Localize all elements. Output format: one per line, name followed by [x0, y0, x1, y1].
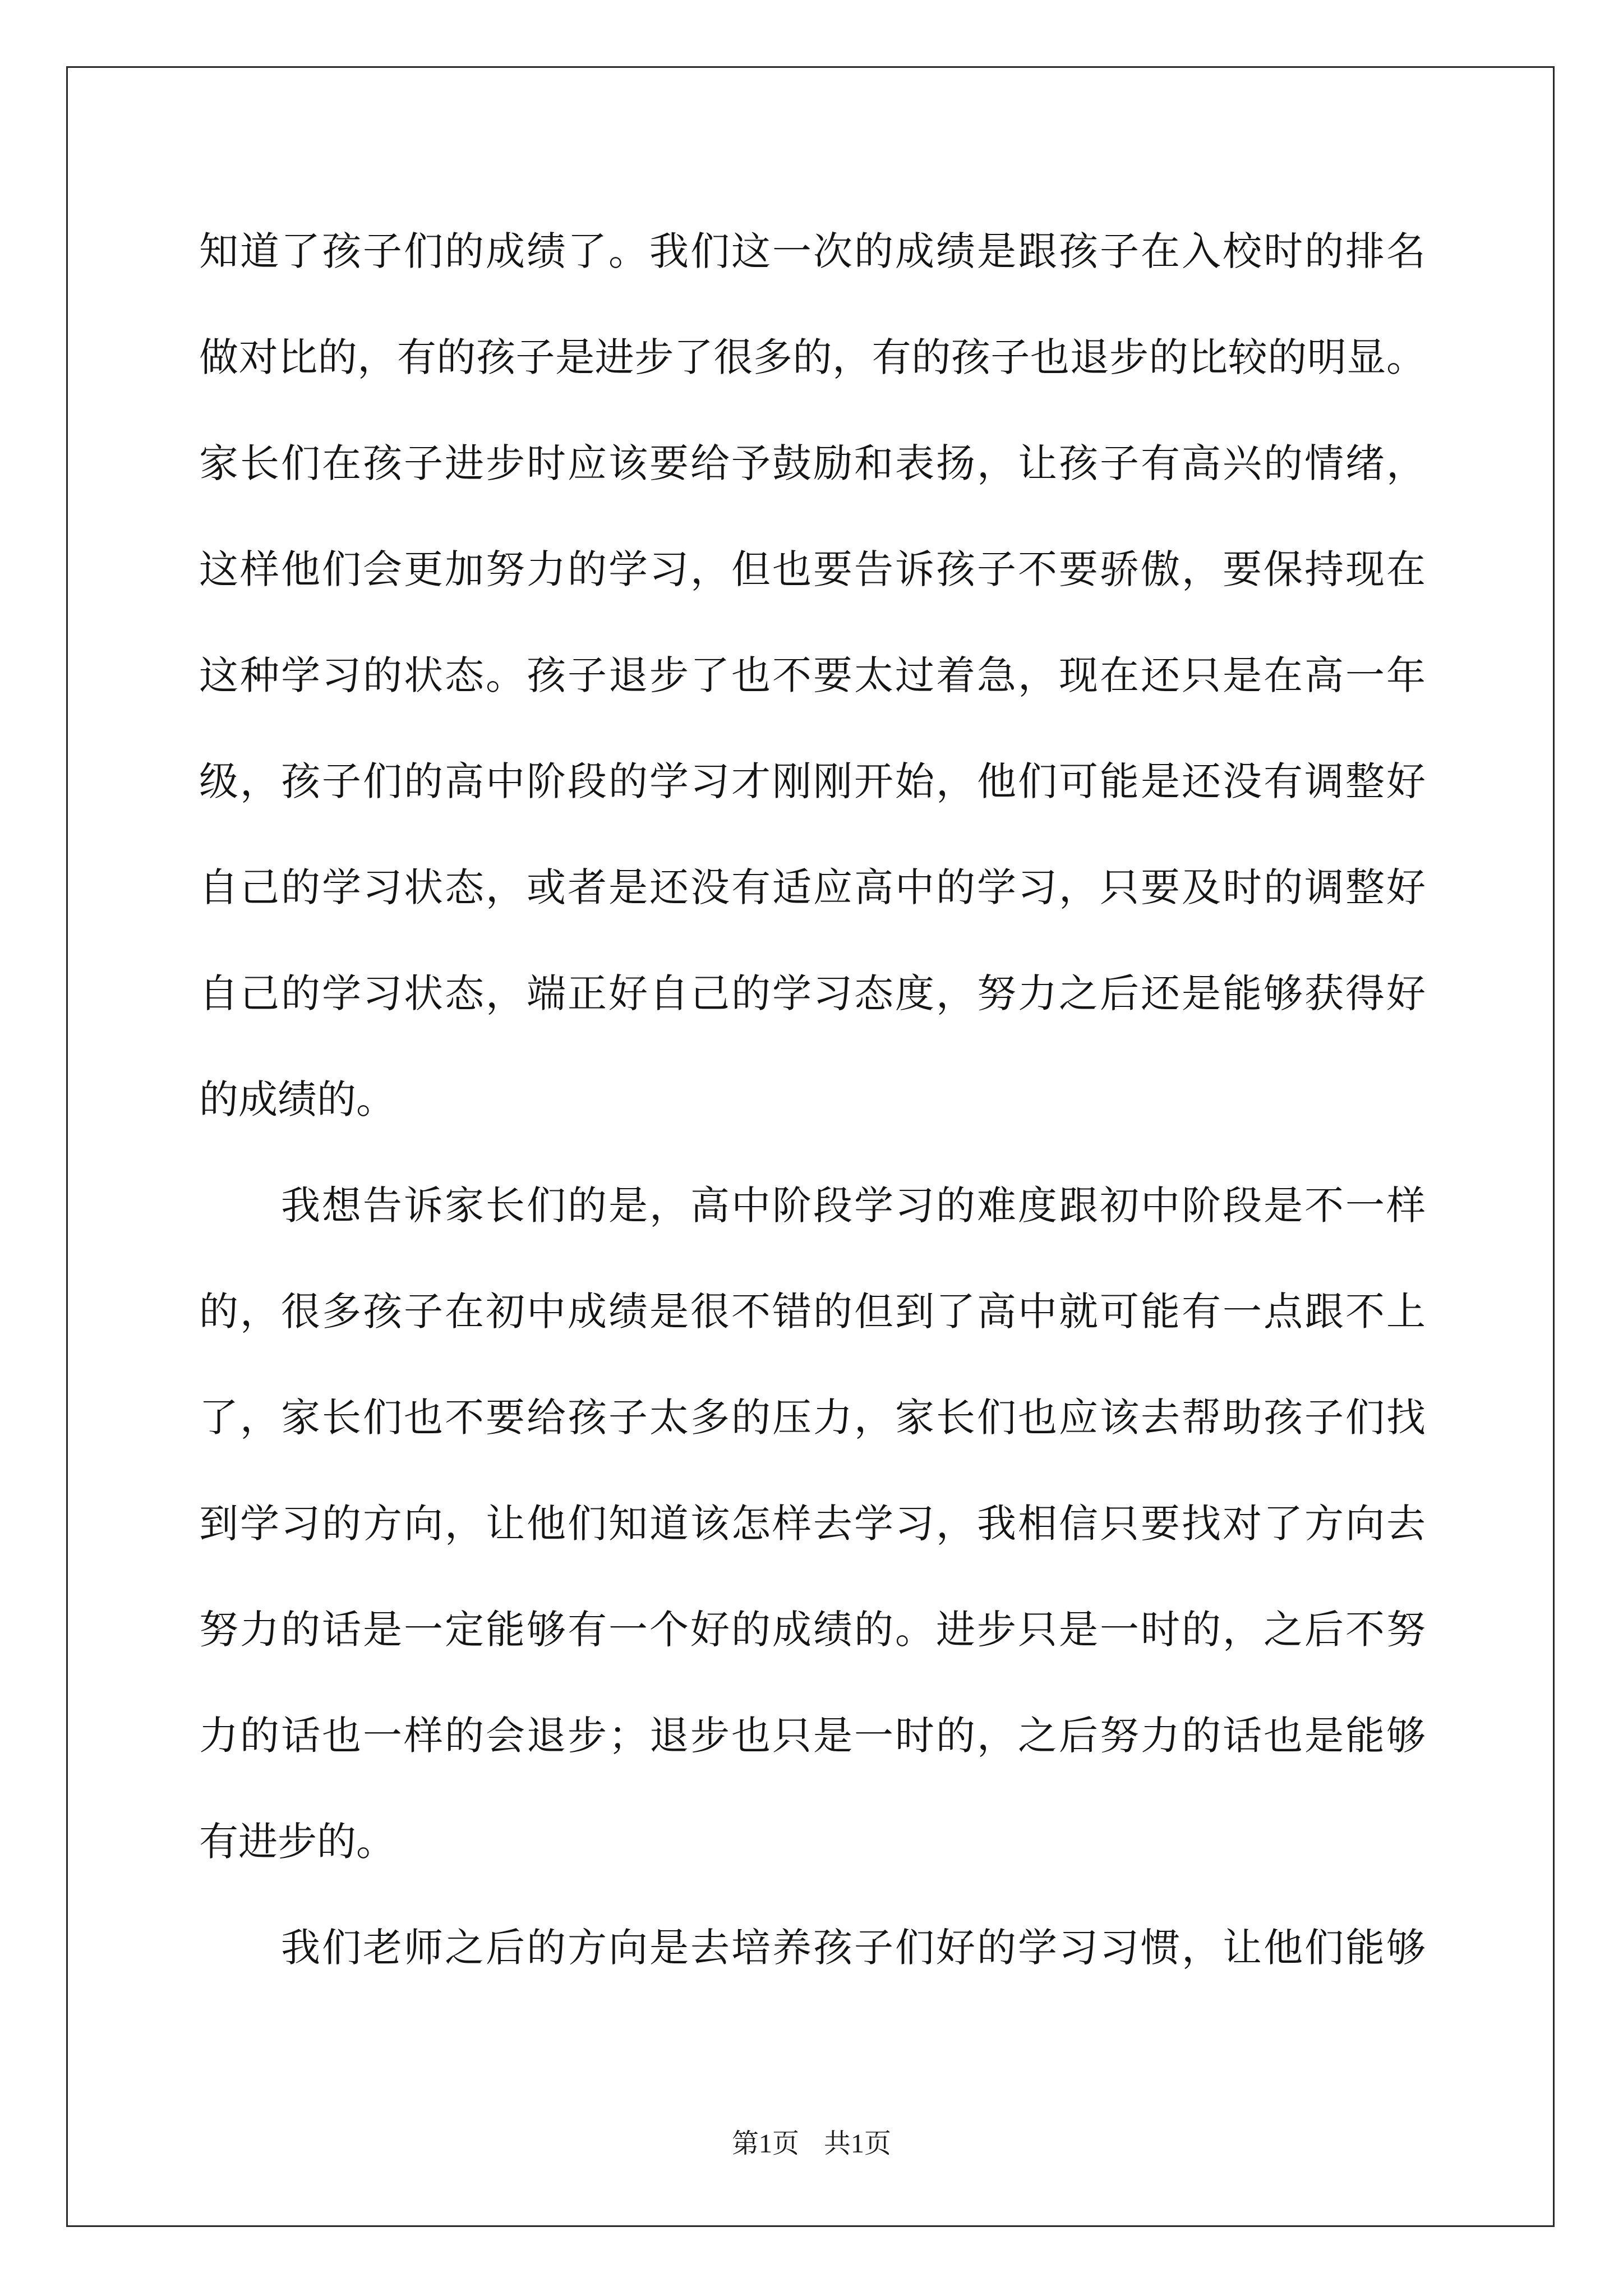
- text-line: 了，家长们也不要给孩子太多的压力，家长们也应该去帮助孩子们找: [199, 1395, 1426, 1441]
- page-footer: [0, 2126, 1623, 2162]
- text-line: 我想告诉家长们的是，高中阶段学习的难度跟初中阶段是不一样: [281, 1182, 1426, 1228]
- text-line: 到学习的方向，让他们知道该怎样去学习，我相信只要找对了方向去: [199, 1501, 1426, 1547]
- text-line: 有进步的。: [199, 1819, 395, 1865]
- text-line: 自己的学习状态，端正好自己的学习态度，努力之后还是能够获得好: [199, 970, 1426, 1016]
- text-line: 知道了孩子们的成绩了。我们这一次的成绩是跟孩子在入校时的排名: [199, 228, 1426, 274]
- document-body: [199, 199, 1426, 2001]
- text-line: 家长们在孩子进步时应该要给予鼓励和表扬，让孩子有高兴的情绪，: [199, 440, 1426, 486]
- paragraph-3: [199, 1895, 1426, 2001]
- page-total: 共1页: [824, 2129, 892, 2159]
- paragraph-2: [199, 1153, 1426, 1895]
- text-line: 自己的学习状态，或者是还没有适应高中的学习，只要及时的调整好: [199, 864, 1426, 910]
- text-line: 这种学习的状态。孩子退步了也不要太过着急，现在还只是在高一年: [199, 652, 1426, 698]
- text-line: 这样他们会更加努力的学习，但也要告诉孩子不要骄傲，要保持现在: [199, 546, 1426, 592]
- page-number: 第1页: [731, 2129, 799, 2159]
- text-line: 的，很多孩子在初中成绩是很不错的但到了高中就可能有一点跟不上: [199, 1289, 1426, 1335]
- text-line: 的成绩的。: [199, 1076, 395, 1122]
- paragraph-1: [199, 199, 1426, 1153]
- text-line: 做对比的，有的孩子是进步了很多的，有的孩子也退步的比较的明显。: [199, 334, 1426, 380]
- text-line: 我们老师之后的方向是去培养孩子们好的学习习惯，让他们能够: [281, 1925, 1426, 1971]
- text-line: 级，孩子们的高中阶段的学习才刚刚开始，他们可能是还没有调整好: [199, 758, 1426, 804]
- text-line: 力的话也一样的会退步；退步也只是一时的，之后努力的话也是能够: [199, 1713, 1426, 1759]
- text-line: 努力的话是一定能够有一个好的成绩的。进步只是一时的，之后不努: [199, 1607, 1426, 1653]
